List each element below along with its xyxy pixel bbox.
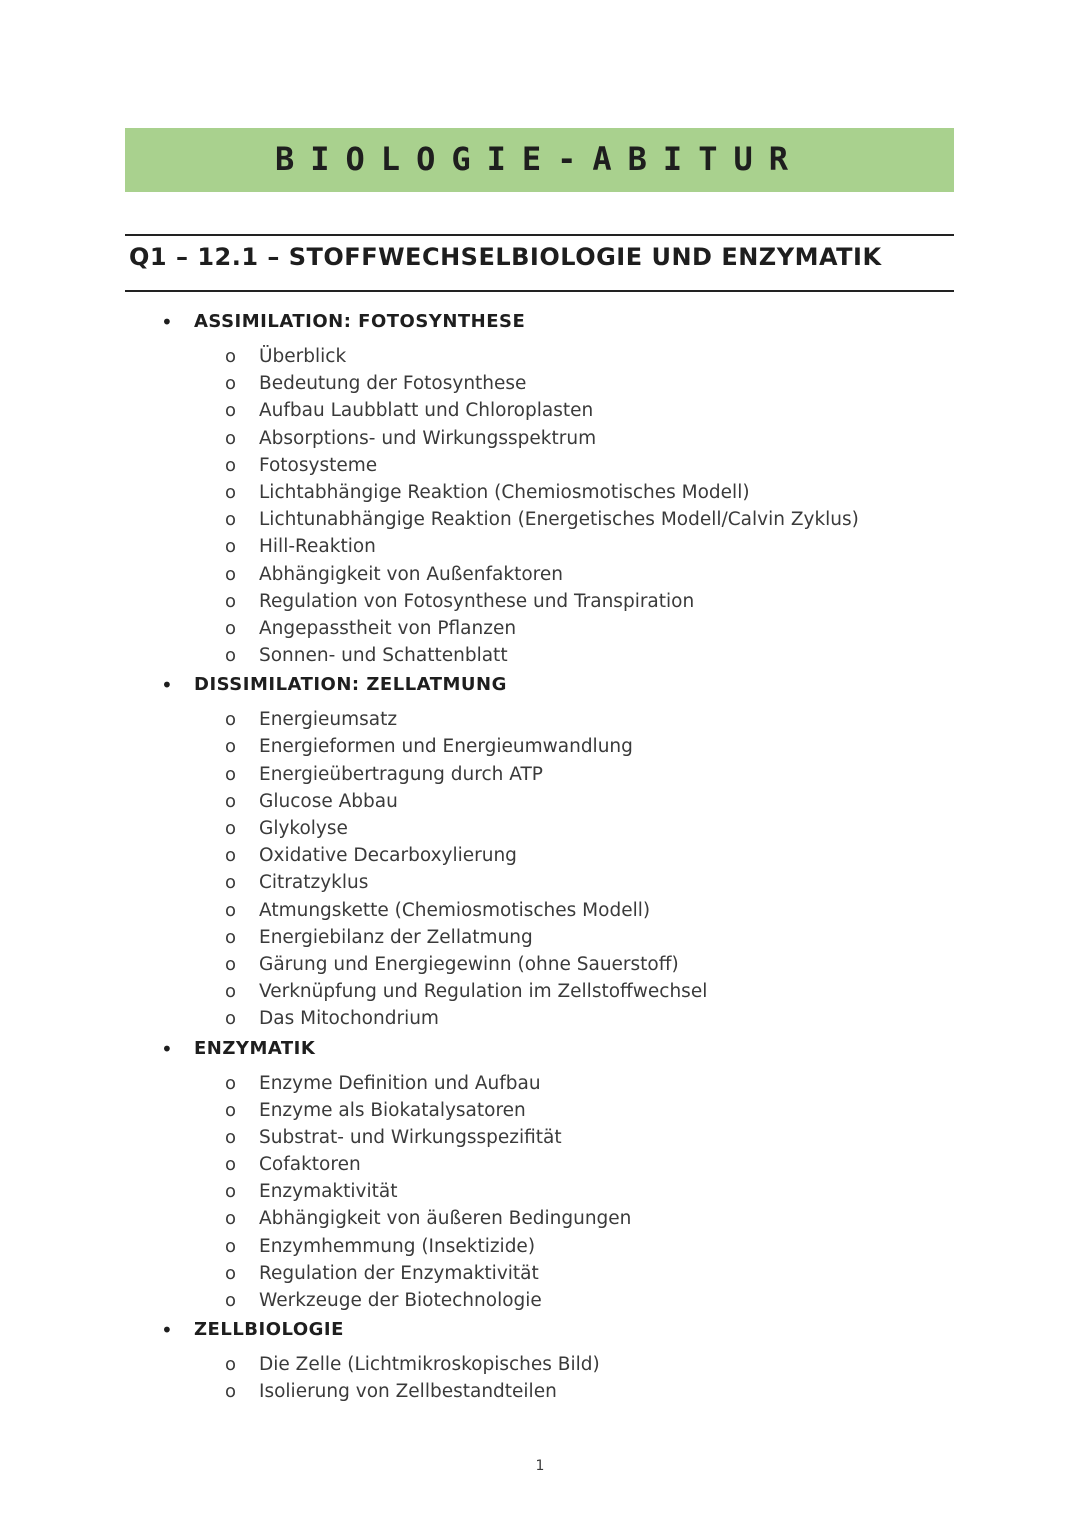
list-item bbox=[0, 951, 1080, 978]
list-item bbox=[0, 1233, 1080, 1260]
circle-bullet-icon: o bbox=[225, 645, 237, 667]
list-item bbox=[0, 1287, 1080, 1314]
list-item bbox=[0, 1097, 1080, 1124]
list-item-label: Substrat- und Wirkungsspezifität bbox=[259, 1126, 562, 1148]
bullet-icon: • bbox=[161, 1318, 173, 1343]
circle-bullet-icon: o bbox=[225, 590, 237, 612]
list-item-label: Aufbau Laubblatt und Chloroplasten bbox=[259, 400, 594, 422]
list-item-label: Lichtunabhängige Reaktion (Energetisches Modell/Calvin Zyklus) bbox=[259, 509, 859, 531]
list-item-label: Lichtabhängige Reaktion (Chemiosmotisches Modell) bbox=[259, 481, 750, 503]
list-item-label: Enzyme Definition und Aufbau bbox=[259, 1072, 541, 1094]
list-item-label: Glucose Abbau bbox=[259, 790, 398, 812]
circle-bullet-icon: o bbox=[225, 926, 237, 948]
list-item bbox=[0, 533, 1080, 560]
list-item-label: Abhängigkeit von Außenfaktoren bbox=[259, 563, 563, 585]
list-item-label: Glykolyse bbox=[259, 818, 348, 839]
list-item bbox=[0, 706, 1080, 733]
list-item bbox=[0, 815, 1080, 842]
list-item bbox=[0, 1070, 1080, 1097]
circle-bullet-icon: o bbox=[225, 1008, 237, 1030]
list-item bbox=[0, 452, 1080, 479]
circle-bullet-icon: o bbox=[225, 373, 237, 395]
list-item bbox=[0, 1378, 1080, 1405]
list-item-label: Angepasstheit von Pflanzen bbox=[259, 617, 517, 639]
list-item-label: Citratzyklus bbox=[259, 872, 369, 894]
circle-bullet-icon: o bbox=[225, 709, 237, 731]
list-item bbox=[0, 897, 1080, 924]
bullet-icon: • bbox=[161, 673, 173, 698]
circle-bullet-icon: o bbox=[225, 899, 237, 921]
list-item bbox=[0, 869, 1080, 896]
list-item-label: Sonnen- und Schattenblatt bbox=[259, 645, 508, 667]
list-item-label: Energiebilanz der Zellatmung bbox=[259, 926, 533, 948]
circle-bullet-icon: o bbox=[225, 953, 237, 975]
circle-bullet-icon: o bbox=[225, 736, 237, 758]
circle-bullet-icon: o bbox=[225, 1126, 237, 1148]
circle-bullet-icon: o bbox=[225, 981, 237, 1003]
list-item-label: Atmungskette (Chemiosmotisches Modell) bbox=[259, 899, 651, 921]
circle-bullet-icon: o bbox=[225, 818, 237, 839]
document-title: BIOLOGIE-ABITUR bbox=[275, 140, 804, 178]
list-item bbox=[0, 1124, 1080, 1151]
circle-bullet-icon: o bbox=[225, 845, 237, 867]
circle-bullet-icon: o bbox=[225, 481, 237, 503]
circle-bullet-icon: o bbox=[225, 1208, 237, 1230]
circle-bullet-icon: o bbox=[225, 1235, 237, 1257]
circle-bullet-icon: o bbox=[225, 1072, 237, 1094]
list-item bbox=[0, 924, 1080, 951]
list-item bbox=[0, 842, 1080, 869]
circle-bullet-icon: o bbox=[225, 509, 237, 531]
list-item bbox=[0, 1178, 1080, 1205]
list-item-label: Enzymhemmung (Insektizide) bbox=[259, 1235, 536, 1257]
list-item bbox=[0, 761, 1080, 788]
topic-title: ASSIMILATION: FOTOSYNTHESE bbox=[194, 311, 526, 332]
list-item-label: Energieumsatz bbox=[259, 709, 398, 731]
topic-list bbox=[0, 306, 1080, 1406]
list-item-label: Das Mitochondrium bbox=[259, 1008, 439, 1030]
list-item-label: Abhängigkeit von äußeren Bedingungen bbox=[259, 1208, 632, 1230]
circle-bullet-icon: o bbox=[225, 536, 237, 558]
circle-bullet-icon: o bbox=[225, 1181, 237, 1203]
circle-bullet-icon: o bbox=[225, 563, 237, 585]
circle-bullet-icon: o bbox=[225, 427, 237, 449]
section-heading: Q1 – 12.1 – STOFFWECHSELBIOLOGIE UND ENZYMATIK bbox=[129, 243, 882, 271]
list-item bbox=[0, 343, 1080, 370]
list-item-label: Gärung und Energiegewinn (ohne Sauerstoff) bbox=[259, 953, 679, 975]
list-item-label: Absorptions- und Wirkungsspektrum bbox=[259, 427, 597, 449]
topic-heading bbox=[0, 1033, 1080, 1070]
circle-bullet-icon: o bbox=[225, 763, 237, 785]
topic-title: ZELLBIOLOGIE bbox=[194, 1319, 344, 1341]
list-item-label: Regulation der Enzymaktivität bbox=[259, 1262, 539, 1284]
list-item-label: Verknüpfung und Regulation im Zellstoffwechsel bbox=[259, 981, 708, 1003]
bullet-icon: • bbox=[161, 310, 173, 334]
circle-bullet-icon: o bbox=[225, 1154, 237, 1176]
list-item-label: Hill-Reaktion bbox=[259, 536, 376, 558]
list-item-label: Enzyme als Biokatalysatoren bbox=[259, 1099, 526, 1121]
topic-title: ENZYMATIK bbox=[194, 1037, 316, 1059]
circle-bullet-icon: o bbox=[225, 1381, 237, 1403]
circle-bullet-icon: o bbox=[225, 790, 237, 812]
list-item bbox=[0, 1205, 1080, 1232]
list-item-label: Überblick bbox=[259, 346, 347, 367]
list-item bbox=[0, 1005, 1080, 1032]
list-item-label: Werkzeuge der Biotechnologie bbox=[259, 1290, 542, 1311]
list-item-label: Regulation von Fotosynthese und Transpiration bbox=[259, 590, 695, 612]
circle-bullet-icon: o bbox=[225, 1354, 237, 1376]
title-banner bbox=[125, 128, 954, 192]
list-item bbox=[0, 1351, 1080, 1378]
list-item bbox=[0, 1151, 1080, 1178]
page-number: 1 bbox=[535, 1458, 545, 1474]
circle-bullet-icon: o bbox=[225, 454, 237, 476]
list-item-label: Isolierung von Zellbestandteilen bbox=[259, 1381, 557, 1403]
list-item-label: Enzymaktivität bbox=[259, 1181, 398, 1203]
topic-title: DISSIMILATION: ZELLATMUNG bbox=[194, 674, 507, 696]
list-item bbox=[0, 370, 1080, 397]
list-item bbox=[0, 561, 1080, 588]
list-item-label: Die Zelle (Lichtmikroskopisches Bild) bbox=[259, 1354, 600, 1376]
list-item bbox=[0, 397, 1080, 424]
topic-heading bbox=[0, 669, 1080, 706]
bullet-icon: • bbox=[161, 1036, 173, 1061]
circle-bullet-icon: o bbox=[225, 400, 237, 422]
circle-bullet-icon: o bbox=[225, 872, 237, 894]
list-item bbox=[0, 588, 1080, 615]
list-item bbox=[0, 788, 1080, 815]
list-item bbox=[0, 425, 1080, 452]
list-item-label: Bedeutung der Fotosynthese bbox=[259, 373, 527, 395]
list-item-label: Energieübertragung durch ATP bbox=[259, 763, 543, 785]
list-item-label: Cofaktoren bbox=[259, 1154, 361, 1176]
circle-bullet-icon: o bbox=[225, 346, 237, 367]
list-item-label: Energieformen und Energieumwandlung bbox=[259, 736, 633, 758]
list-item-label: Oxidative Decarboxylierung bbox=[259, 845, 517, 867]
list-item bbox=[0, 479, 1080, 506]
list-item bbox=[0, 1260, 1080, 1287]
list-item-label: Fotosysteme bbox=[259, 454, 378, 476]
list-item bbox=[0, 506, 1080, 533]
circle-bullet-icon: o bbox=[225, 1099, 237, 1121]
list-item bbox=[0, 615, 1080, 642]
circle-bullet-icon: o bbox=[225, 617, 237, 639]
circle-bullet-icon: o bbox=[225, 1262, 237, 1284]
list-item bbox=[0, 978, 1080, 1005]
topic-heading bbox=[0, 1314, 1080, 1351]
section-rule-bottom bbox=[125, 290, 954, 292]
topic-heading bbox=[0, 306, 1080, 343]
list-item bbox=[0, 733, 1080, 760]
section-rule-top bbox=[125, 234, 954, 236]
list-item bbox=[0, 642, 1080, 669]
circle-bullet-icon: o bbox=[225, 1290, 237, 1311]
